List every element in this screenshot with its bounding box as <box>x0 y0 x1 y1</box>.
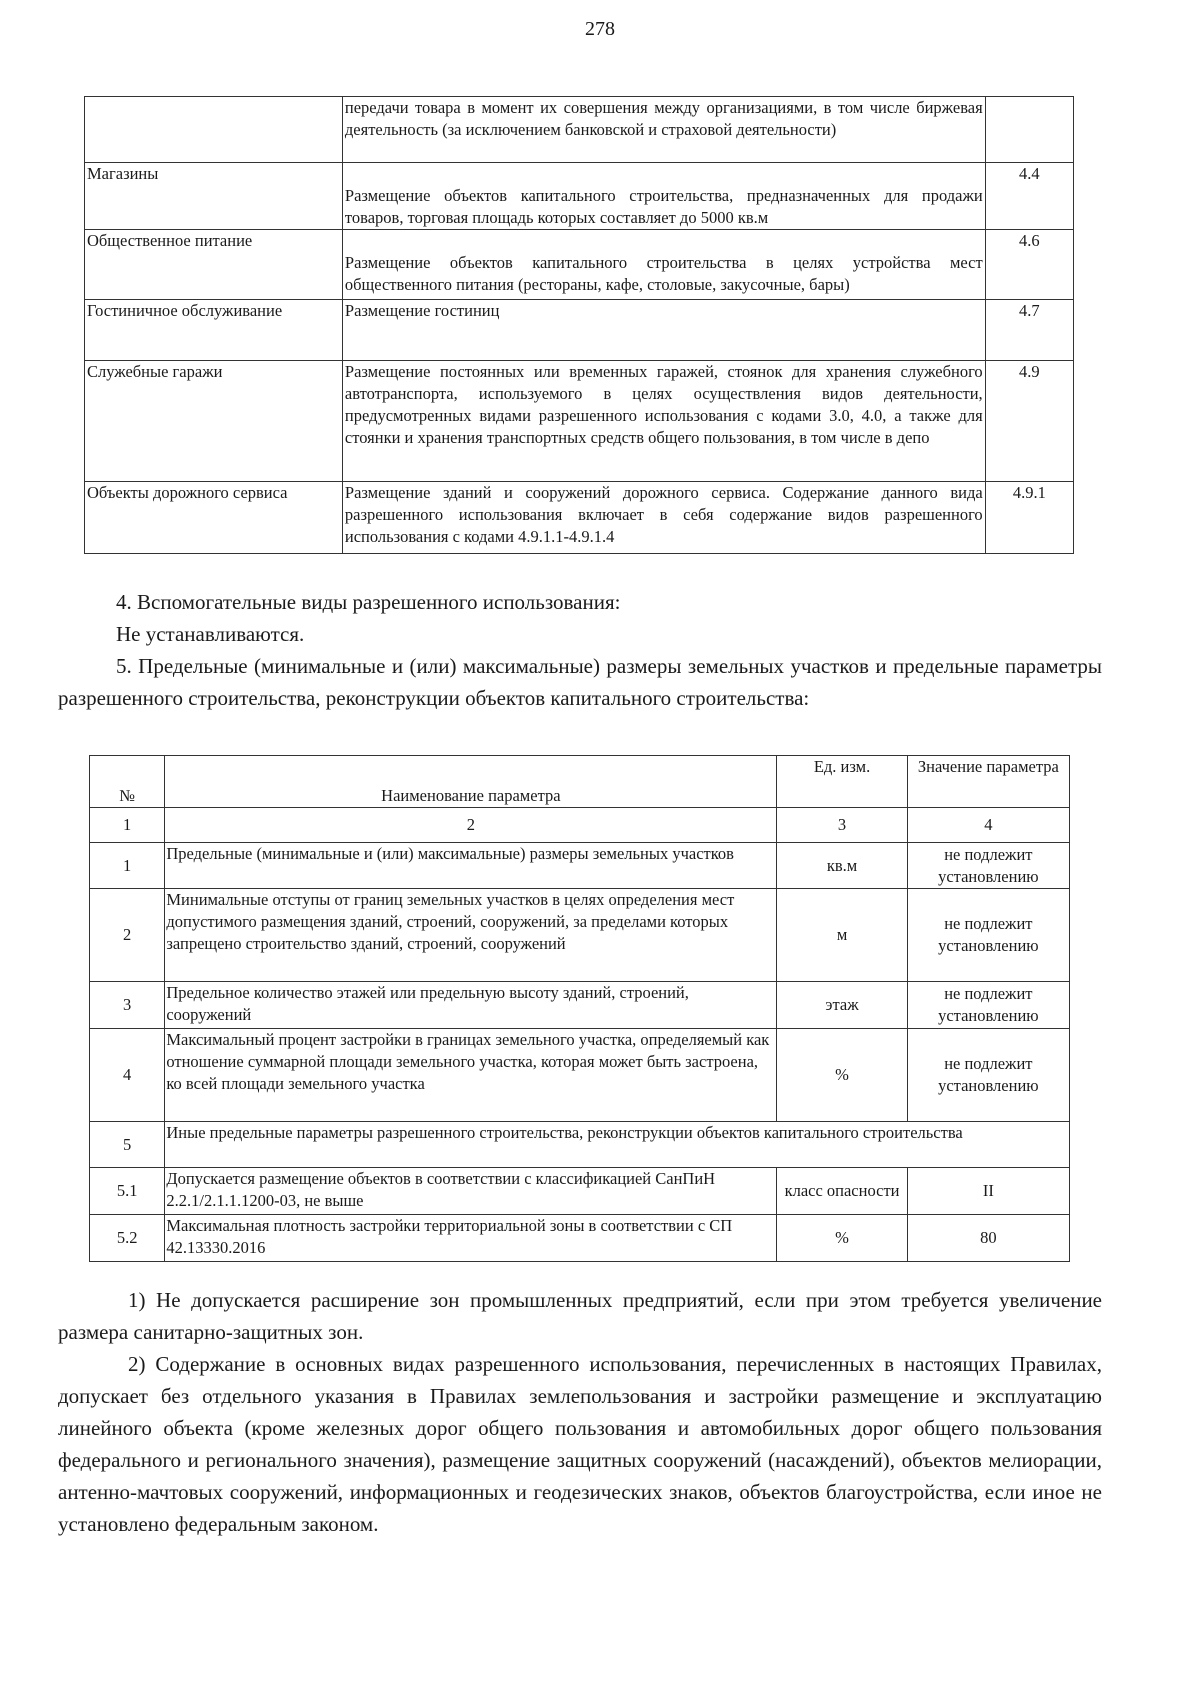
table-row <box>90 843 1070 889</box>
land-use-description: передачи товара в момент их совершения между организациями, в том числе биржевая деятельность (за исключением банковской и страховой деятельности) <box>342 97 985 163</box>
land-use-description: Размещение объектов капитального строительства, предназначенных для продажи товаров, торговая площадь которых составляет до 5000 кв.м <box>342 163 985 230</box>
table-row <box>85 97 1074 163</box>
land-use-description: Размещение гостиниц <box>342 300 985 361</box>
param-value: II <box>907 1168 1069 1215</box>
land-use-name: Гостиничное обслуживание <box>85 300 343 361</box>
land-use-name: Магазины <box>85 163 343 230</box>
note-1: 1) Не допускается расширение зон промышленных предприятий, если при этом требуется увеличение размера санитарно-защитных зон. <box>58 1288 1102 1344</box>
index-cell: 3 <box>777 808 907 843</box>
param-number: 5.2 <box>90 1215 165 1262</box>
land-use-code: 4.9 <box>985 361 1073 482</box>
land-use-name: Объекты дорожного сервиса <box>85 482 343 554</box>
param-value: 80 <box>907 1215 1069 1262</box>
table-row <box>90 982 1070 1029</box>
param-name: Иные предельные параметры разрешенного строительства, реконструкции объектов капитального строительства <box>165 1122 1070 1168</box>
param-name: Допускается размещение объектов в соответствии с классификацией СанПиН 2.2.1/2.1.1.1200-03, не выше <box>165 1168 777 1215</box>
table-row <box>85 361 1074 482</box>
table-row <box>85 300 1074 361</box>
note-2: 2) Содержание в основных видах разрешенного использования, перечисленных в настоящих Правилах, допускает без отдельного указания в Правилах землепользования и застройки размещение и эксплуатацию линейного объекта (кроме железных дорог общего пользования и автомобильных дорог общего пользования федерального и регионального значения), размещение защитных сооружений (насаждений), объектов мелиорации, антенно-мачтовых сооружений, информационных и геодезических знаков, объектов благоустройства, если иное не установлено федеральным законом. <box>58 1352 1102 1536</box>
land-use-name: Общественное питание <box>85 230 343 300</box>
param-value: не подлежит установлению <box>907 889 1069 982</box>
param-number: 4 <box>90 1029 165 1122</box>
land-use-code: 4.6 <box>985 230 1073 300</box>
param-unit: кв.м <box>777 843 907 889</box>
table-row <box>90 1122 1070 1168</box>
param-name: Максимальная плотность застройки территориальной зоны в соответствии с СП 42.13330.2016 <box>165 1215 777 1262</box>
land-use-code: 4.9.1 <box>985 482 1073 554</box>
land-use-name: Служебные гаражи <box>85 361 343 482</box>
table-row <box>90 1168 1070 1215</box>
header-number: № <box>90 756 165 808</box>
table-row <box>90 1215 1070 1262</box>
land-use-code: 4.7 <box>985 300 1073 361</box>
section-4-heading: 4. Вспомогательные виды разрешенного использования: <box>116 590 621 614</box>
page-number: 278 <box>585 18 615 40</box>
param-value: не подлежит установлению <box>907 843 1069 889</box>
param-unit: % <box>777 1029 907 1122</box>
param-unit: этаж <box>777 982 907 1029</box>
land-use-code <box>985 97 1073 163</box>
table-index-row <box>90 808 1070 843</box>
param-unit: % <box>777 1215 907 1262</box>
param-number: 3 <box>90 982 165 1029</box>
land-use-description: Размещение постоянных или временных гаражей, стоянок для хранения служебного автотранспорта, используемого в целях осуществления видов деятельности, предусмотренных видами разрешенного использования с кодами 3.0, 4.0, а также для стоянки и хранения транспортных средств общего пользования, в том числе в депо <box>342 361 985 482</box>
param-name: Предельное количество этажей или предельную высоту зданий, строений, сооружений <box>165 982 777 1029</box>
land-use-name <box>85 97 343 163</box>
param-value: не подлежит установлению <box>907 982 1069 1029</box>
header-parameter: Наименование параметра <box>165 756 777 808</box>
section-5-heading: 5. Предельные (минимальные и (или) максимальные) размеры земельных участков и предельные параметры разрешенного строительства, реконструкции объектов капитального строительства: <box>58 654 1102 710</box>
param-name: Минимальные отступы от границ земельных участков в целях определения мест допустимого размещения зданий, строений, сооружений, за пределами которых запрещено строительство зданий, строений, сооружений <box>165 889 777 982</box>
param-value: не подлежит установлению <box>907 1029 1069 1122</box>
table-header-row <box>90 756 1070 808</box>
param-unit: м <box>777 889 907 982</box>
param-number: 1 <box>90 843 165 889</box>
section-4-text: Не устанавливаются. <box>116 622 305 646</box>
index-cell: 2 <box>165 808 777 843</box>
land-use-description: Размещение зданий и сооружений дорожного сервиса. Содержание данного вида разрешенного использования включает в себя содержание видов разрешенного использования с кодами 4.9.1.1-4.9.1.4 <box>342 482 985 554</box>
parameters-table <box>89 755 1070 1262</box>
param-number: 2 <box>90 889 165 982</box>
table-row <box>90 889 1070 982</box>
param-number: 5.1 <box>90 1168 165 1215</box>
table-row <box>85 230 1074 300</box>
land-use-description: Размещение объектов капитального строительства в целях устройства мест общественного питания (рестораны, кафе, столовые, закусочные, бары) <box>342 230 985 300</box>
param-number: 5 <box>90 1122 165 1168</box>
table-row <box>90 1029 1070 1122</box>
table-row <box>85 163 1074 230</box>
param-name: Максимальный процент застройки в границах земельного участка, определяемый как отношение суммарной площади земельного участка, которая может быть застроена, ко всей площади земельного участка <box>165 1029 777 1122</box>
param-unit: класс опасности <box>777 1168 907 1215</box>
table-row <box>85 482 1074 554</box>
land-use-code: 4.4 <box>985 163 1073 230</box>
index-cell: 4 <box>907 808 1069 843</box>
param-name: Предельные (минимальные и (или) максимальные) размеры земельных участков <box>165 843 777 889</box>
index-cell: 1 <box>90 808 165 843</box>
land-use-table <box>84 96 1074 554</box>
header-value: Значение параметра <box>907 756 1069 808</box>
header-unit: Ед. изм. <box>777 756 907 808</box>
